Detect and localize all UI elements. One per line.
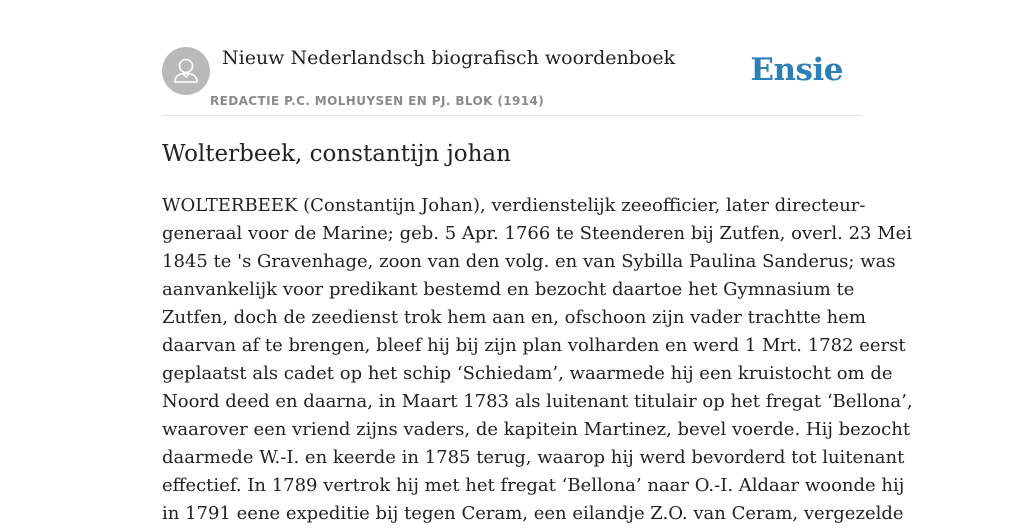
header [162,40,862,116]
entry-line: 1845 te 's Gravenhage, zoon van den volg. en van Sybilla Paulina Sanderus; was [162,251,896,272]
editors-credit: REDACTIE P.C. MOLHUYSEN EN PJ. BLOK (1914) [210,94,545,108]
entry-line: geplaatst als cadet op het schip ‘Schiedam’, waarmede hij een kruistocht om de [162,363,893,384]
entry-line: Zutfen, doch de zeedienst trok hem aan en, ofschoon zijn vader trachtte hem [162,307,866,328]
entry-line: waarover een vriend zijns vaders, de kapitein Martinez, bevel voerde. Hij bezocht [162,419,911,440]
user-silhouette-icon [162,47,210,95]
book-title[interactable]: Nieuw Nederlandsch biografisch woordenboek [222,47,676,69]
brand-logo[interactable]: Ensie [750,52,843,88]
entry-line: aanvankelijk voor predikant bestemd en bezocht daartoe het Gymnasium te [162,279,855,300]
entry-line: Noord deed en daarna, in Maart 1783 als luitenant titulair op het fregat ‘Bellona’, [162,391,913,412]
entry-line: generaal voor de Marine; geb. 5 Apr. 1766 te Steenderen bij Zutfen, overl. 23 Mei [162,223,913,244]
entry-line: WOLTERBEEK (Constantijn Johan), verdienstelijk zeeofficier, later directeur- [162,195,866,216]
entry-title: Wolterbeek, constantijn johan [162,141,511,167]
entry-line: in 1791 eene expeditie bij tegen Ceram, een eilandje Z.O. van Ceram, vergezelde [162,503,904,524]
entry-body [162,192,913,528]
entry-line: effectief. In 1789 vertrok hij met het fregat ‘Bellona’ naar O.-I. Aldaar woonde hij [162,475,905,496]
avatar[interactable] [162,47,210,95]
entry-line: daarvan af te brengen, bleef hij bij zijn plan volharden en werd 1 Mrt. 1782 eerst [162,335,906,356]
entry-line: daarmede W.-I. en keerde in 1785 terug, waarop hij werd bevorderd tot luitenant [162,447,905,468]
